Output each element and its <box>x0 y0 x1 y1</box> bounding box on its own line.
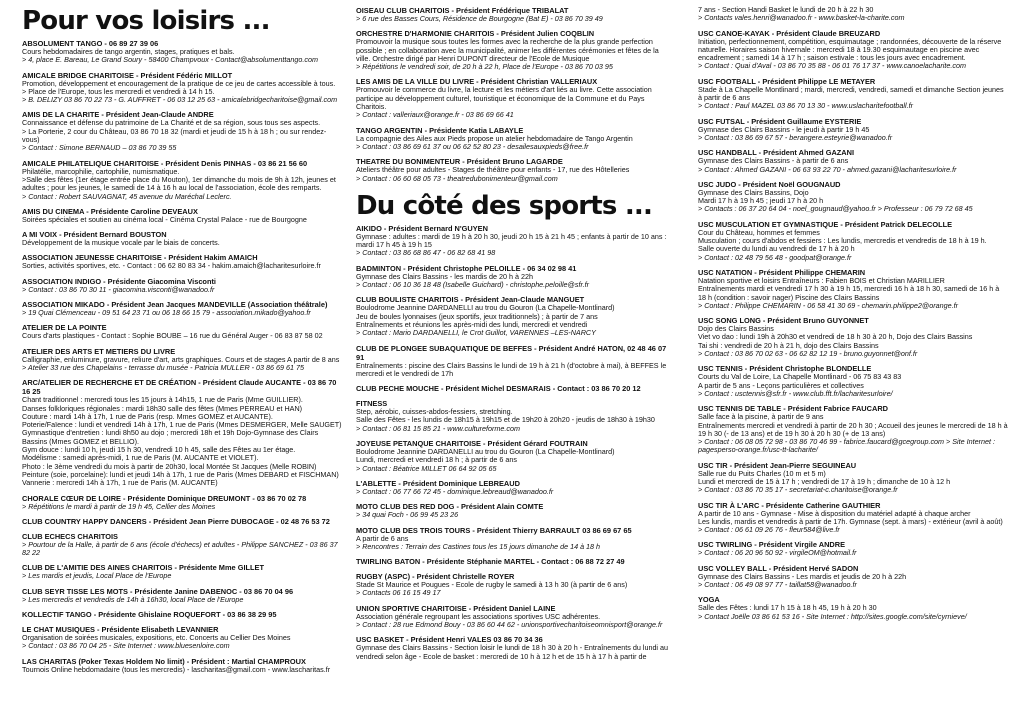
association-contact: > Pourtour de la Halle, à partir de 6 ans (école d'échecs) et adultes - Philippe SANCHEZ - 03 86 37 82 22 <box>22 539 338 558</box>
association-entry <box>698 364 1008 398</box>
association-contact: > Contact : 03 86 69 61 37 ou 06 62 52 80 23 - desailesauxpieds@free.fr <box>356 141 589 151</box>
association-heading: CLUB COUNTRY HAPPY DANCERS - Président Jean Pierre DUBOCAGE - 02 48 76 53 72 <box>22 516 330 526</box>
association-entry <box>22 657 342 674</box>
association-heading: USC JUDO - Président Noël GOUGNAUD <box>698 179 841 189</box>
association-contact: > Contact : Béatrice MILLET 06 64 92 05 65 <box>356 463 497 473</box>
association-detail: Promouvoir le commerce du livre, la lecture et les métiers d'art liés au livre. Cette association participe au développement culturel, touristique et économique de la Commune et du Pays Charitois. <box>356 85 652 112</box>
association-entry <box>356 264 674 290</box>
association-entry <box>356 502 674 519</box>
association-contact: > Rencontres : Terrain des Castines tous les 15 jours dimanche de 14 à 18 h <box>356 541 601 551</box>
association-detail: Cours d'arts plastiques - Contact : Sophie BOUBE – 16 rue du Général Auger - 06 83 87 58 02 <box>22 331 323 341</box>
association-detail: Musculation ; cours d'abdos et fessiers : Les lundis, mercredis et vendredis de 18 h à 19 h. <box>698 236 987 246</box>
association-heading: AIKIDO - Président Bernard N'GUYEN <box>356 223 488 233</box>
association-entry <box>698 564 1008 590</box>
association-contact: > Contact : Paul MAZEL 03 86 70 13 30 - www.uslacharitefootball.fr <box>698 101 914 111</box>
association-heading: ASSOCIATION JEUNESSE CHARITOISE - Président Hakim AMAICH <box>22 253 258 263</box>
association-entry <box>22 39 342 65</box>
association-detail: Peinture (soie, porcelaine): lundi et jeudi 14h à 17h, 1 rue de Paris (Mmes DEBARD et FISCHMAN) <box>22 469 339 479</box>
association-detail: 7 ans - Section Handi Basket le lundi de 20 h à 22 h 30 <box>698 6 874 14</box>
association-entry <box>356 479 674 496</box>
association-detail: Viet vo dao : lundi 19h à 20h30 et vendredi de 18 h 30 à 20 h, Dojo des Clairs Bassins <box>698 332 973 342</box>
association-detail: Stade à La Chapelle Montlinard ; mardi, mercredi, vendredi, samedi et dimanche Section jeunes à partir de 6 ans <box>698 84 1004 103</box>
association-detail: Promotion, développement et encouragement de la pratique de ce jeu de cartes accessible à tous. <box>22 78 336 88</box>
association-heading: USC BASKET - Président Henri VALES 03 86 70 34 36 <box>356 635 543 645</box>
association-contact: > Contact : 28 rue Edmond Bouy - 03 86 60 44 62 - unionsportivecharitoiseomnisport@orange.fr <box>356 619 663 629</box>
association-heading: MOTO CLUB DES TROIS TOURS - Président Thierry BARRAULT 03 86 69 67 65 <box>356 525 632 535</box>
association-heading: ARC/ATELIER DE RECHERCHE ET DE CRÉATION - Président Claude AUCANTE - 03 86 70 16 25 <box>22 378 337 397</box>
association-heading: USC CANOE-KAYAK - Président Claude BREUZARD <box>698 28 881 38</box>
association-detail: Sorties, activités sportives, etc. - Contact : 06 62 80 83 34 - hakim.amaich@lacharitesurloire.fr <box>22 261 321 271</box>
association-contact: > Contacts : 06 37 20 64 04 - noel_gougnaud@yahoo.fr > Professeur : 06 79 72 68 45 <box>698 204 973 214</box>
association-entry <box>22 587 342 604</box>
association-detail: Philatélie, marcophilie, cartophilie, numismatique. <box>22 166 180 176</box>
association-detail: Lundi, mercredi et vendredi 18 h ; à partir de 6 ans <box>356 455 518 465</box>
association-entry <box>698 29 1008 71</box>
association-detail: Tournois Online hebdomadaire (tous les mercredis) - lascharitas@gmail.com - www.lascharitas.fr <box>22 664 331 674</box>
association-detail: Step, aérobic, cuisses-abdos-fessiers, stretching. <box>356 407 513 417</box>
association-entry <box>698 117 1008 143</box>
association-detail: Cour du Château, hommes et femmes <box>698 227 820 237</box>
association-heading: AMICALE PHILATELIQUE CHARITOISE - Président Denis PINHAS - 03 86 21 56 60 <box>22 158 308 168</box>
column-sports-cont <box>698 6 1008 722</box>
association-detail: Gymnase des Clairs Bassins - Les mardis et jeudis de 20 h à 22h <box>698 571 907 581</box>
association-entry <box>698 595 1008 621</box>
association-entry <box>698 180 1008 214</box>
association-entry <box>698 540 1008 557</box>
association-detail: Connaissance et défense du patrimoine de La Charité et de sa région, sous tous ses aspects. <box>22 118 321 128</box>
association-entry <box>22 230 342 247</box>
association-contact: > Répétitions le mardi à partir de 19 h 45, Cellier des Moines <box>22 501 216 511</box>
association-heading: AMIS DE LA CHARITE - Président Jean-Claude ANDRE <box>22 110 214 120</box>
association-detail: Couture : mardi 14h à 17h, 1 rue de Paris (resp. Mmes GOMEZ et AUCANTE). <box>22 411 273 421</box>
association-contact: > Contact : valleriaux@orange.fr - 03 86 69 66 41 <box>356 110 514 120</box>
association-entry <box>356 224 674 258</box>
association-detail: Jeu de boules lyonnaises (jeux sportifs, jeux traditionnels) ; à partir de 7 ans <box>356 311 598 321</box>
association-detail: > La Porterie, 2 cour du Château, 03 86 70 18 32 (mardi et jeudi de 15 h à 18 h ; ou sur rendez-vous) <box>22 126 327 145</box>
association-detail: Gymnase des Clairs Bassins - les mardis de 20 h à 22h <box>356 271 533 281</box>
association-heading: USC TENNIS - Président Christophe BLONDELLE <box>698 364 872 374</box>
association-entry <box>356 77 674 119</box>
association-heading: ATELIER DES ARTS ET METIERS DU LIVRE <box>22 346 176 356</box>
association-heading: LAS CHARITAS (Poker Texas Holdem No limit) - Président : Martial CHAMPROUX <box>22 656 306 666</box>
association-detail: Lundi et mercredi de 15 à 17 h ; vendredi de 17 à 19 h ; dimanche de 10 à 12 h <box>698 476 951 486</box>
association-entry <box>22 563 342 580</box>
association-entry <box>356 557 674 566</box>
association-detail: > Place de l'Europe, tous les mercredi et vendredi à 14 h 15. <box>22 86 215 96</box>
association-entry <box>22 71 342 105</box>
association-heading: USC TIR - Président Jean-Pierre SEGUINEAU <box>698 460 857 470</box>
association-detail: Tai shi : vendredi de 20 h à 21 h, dojo des Clairs Bassins <box>698 340 879 350</box>
association-detail: A partir de 5 ans - Leçons particulières et collectives <box>698 380 864 390</box>
association-entry <box>22 347 342 373</box>
association-heading: USC MUSCULATION ET GYMNASTIQUE - Président Patrick DELECOLLE <box>698 219 953 229</box>
association-detail: Mardi 17 h à 19 h 45 ; jeudi 17 h à 20 h <box>698 196 824 206</box>
association-detail: Salle face à la piscine, à partir de 9 ans <box>698 412 824 422</box>
association-heading: USC TIR À L'ARC - Présidente Catherine GAUTHIER <box>698 500 881 510</box>
association-heading: ASSOCIATION MIKADO - Président Jean Jacques MANDEVILLE (Association théâtrale) <box>22 300 328 310</box>
association-heading: UNION SPORTIVE CHARITOISE - Président Daniel LAINE <box>356 603 556 613</box>
association-entry <box>22 625 342 651</box>
association-heading: CLUB BOULISTE CHARITOIS - Président Jean-Claude MANGUET <box>356 295 585 305</box>
association-detail: Stade St Maurice et Pougues - Ecole de rugby le samedi à 13 h 30 (à partir de 6 ans) <box>356 580 628 590</box>
association-entry <box>22 277 342 294</box>
association-entry <box>698 501 1008 535</box>
association-contact: > Répétitions le vendredi soir, de 20 h à 22 h, Place de l'Europe - 03 86 70 03 95 <box>356 62 613 72</box>
association-heading: USC FUTSAL - Président Guillaume EYSTERIE <box>698 116 862 126</box>
association-contact: > Contacts 06 16 15 49 17 <box>356 588 441 598</box>
association-detail: Cours hebdomadaires de tango argentin, stages, pratiques et bals. <box>22 47 235 56</box>
association-contact: > Contact : 03 86 70 30 11 - giacomina.visconti@wanadoo.fr <box>22 284 215 294</box>
entries-loisirs-cont <box>356 6 674 183</box>
association-detail: A partir de 10 ans - Gymnase - Mise à disposition du matériel adapté à chaque archer <box>698 508 971 518</box>
association-entry <box>22 378 342 487</box>
association-entry <box>698 6 1008 23</box>
association-contact: > Contact : Robert SAUVAGNAT, 45 avenue du Maréchal Leclerc. <box>22 191 232 201</box>
association-contact: > Contact : 03 86 70 02 63 - 06 62 82 12 19 - bruno.guyonnet@onf.fr <box>698 349 918 359</box>
association-contact: > Contact : Ahmed GAZANI - 06 63 93 22 70 - ahmed.gazani@lacharitesurloire.fr <box>698 164 957 174</box>
entries-sports-cont <box>698 6 1008 621</box>
association-heading: USC NATATION - Président Philippe CHEMARIN <box>698 267 866 277</box>
association-heading: OISEAU CLUB CHARITOIS - Président Frédérique TRIBALAT <box>356 6 569 15</box>
association-heading: ORCHESTRE D'HARMONIE CHARITOIS - Président Julien COQBLIN <box>356 29 595 39</box>
association-detail: Les lundis, mardis et vendredis à partir de 17h. Gymnase (sept. à mars) - extérieur (avril à août) <box>698 516 1003 526</box>
association-detail: Poterie/Faïence : lundi et vendredi 14h à 17h, 1 rue de Paris (Mmes DESMERGER, Melle SAUGET) <box>22 420 342 430</box>
association-contact: > Contact : usctennis@sfr.fr - www.club.fft.fr/lacharitesurloire/ <box>698 388 893 398</box>
association-contact: > Contact : 06 08 05 72 98 - 03 86 70 46 99 - fabrice.faucard@gcegroup.com > Site Internet : pagesperso-orange.fr/usc-tt-lacharite/ <box>698 437 995 455</box>
association-contact: > Contact : 06 20 96 50 92 - virgileOM@hotmail.fr <box>698 548 857 558</box>
association-heading: A MI VOIX - Président Bernard BOUSTON <box>22 230 167 240</box>
association-detail: Calligraphie, enluminure, gravure, reliure d'art, arts graphiques. Cours et de stages A partir de 8 ans <box>22 354 340 364</box>
association-heading: KOLLECTIF TANGO - Présidente Ghislaine ROQUEFORT - 03 86 38 29 95 <box>22 609 277 619</box>
association-entry <box>22 494 342 511</box>
association-contact: > Contact : 06 10 36 18 48 (Isabelle Guichard) - christophe.peloille@sfr.fr <box>356 280 589 290</box>
association-detail: Initiation, perfectionnement, compétition, esquimautage ; randonnées, découverte de la réserve naturelle. Horaires saison hivernale : mercredi 18 à 19.30 esquimautage en piscine avec encadrement ; samedi 14 à 17 h ; saison estivale : tous les jours avec encadrement. <box>698 36 1002 63</box>
association-detail: Gymnastique d'entretien : lundi 8h50 au dojo ; mercredi 18h et 19h Dojo-Gymnase des Clairs Bassins (Mmes GOMEZ et BELLIO). <box>22 428 319 446</box>
association-entry <box>356 157 674 183</box>
association-heading: CLUB ECHECS CHARITOIS <box>22 531 118 541</box>
association-detail: Entraînements mardi et vendredi 17 h 30 à 19 h 15, mercredi 16 h à 18 h 30, samedi de 16 h à 18 h (condition : savoir nager) Piscine des Clairs Bassins <box>698 284 1000 302</box>
association-detail: Salle ouverte du lundi au vendredi de 17 h à 20 h <box>698 244 855 254</box>
association-heading: USC TENNIS DE TABLE - Président Fabrice FAUCARD <box>698 404 888 414</box>
association-detail: Natation sportive et loisirs Entraîneurs : Fabien BOIS et Christian MARILLIER <box>698 275 945 285</box>
association-heading: CLUB SEYR TISSE LES MOTS - Présidente Janine DABENOC - 03 86 70 04 96 <box>22 586 294 596</box>
association-entry <box>356 572 674 598</box>
association-heading: CLUB DE L'AMITIE DES AINES CHARITOIS - Présidente Mme GILLET <box>22 563 264 573</box>
association-heading: L'ABLETTE - Président Dominique LEBREAUD <box>356 478 520 488</box>
association-entry <box>22 517 342 526</box>
association-entry <box>356 604 674 630</box>
association-contact: > Contact : 06 81 15 85 21 - www.cultureforme.com <box>356 423 520 433</box>
association-entry <box>356 29 674 71</box>
association-entry <box>356 399 674 433</box>
association-contact: > Contact : 06 49 08 97 77 - taillat58@wanadoo.fr <box>698 580 857 590</box>
association-heading: ATELIER DE LA POINTE <box>22 323 107 333</box>
association-detail: Gym douce : lundi 10 h, jeudi 15 h 30, vendredi 10 h 45, salle des Fêtes au 1er étage. <box>22 445 296 455</box>
association-contact: > Contact : 03 86 68 86 47 - 06 82 68 41 98 <box>356 248 496 258</box>
association-entry <box>698 461 1008 495</box>
association-heading: TWIRLING BATON - Présidente Stéphanie MARTEL - Contact : 06 88 72 27 49 <box>356 557 625 567</box>
association-entry <box>22 159 342 201</box>
association-detail: Vannerie : mercredi 14h à 17h, 1 rue de Paris (M. AUCANTE) <box>22 478 218 488</box>
association-entry <box>698 316 1008 358</box>
association-detail: Promouvoir la musique sous toutes les formes avec la recherche de la plus grande perfection possible ; en collaboration avec la municipalité, animer les différentes cérémonies et fêtes de la ville. Orchestre dirigé par Henri DUPONT directeur de l'Ecole de Musique <box>356 37 659 63</box>
association-detail: Organisation de soirées musicales, expositions, etc. Concerts au Cellier Des Moines <box>22 632 291 642</box>
association-entry <box>356 384 674 393</box>
association-contact: > Les mardis et jeudis, Local Place de l'Europe <box>22 571 172 581</box>
association-contact: > Contact : Philippe CHEMARIN - 06 58 41 30 69 - chemarin.philippe2@orange.fr <box>698 300 958 310</box>
association-heading: AMIS DU CINEMA - Présidente Caroline DEVEAUX <box>22 206 198 216</box>
association-entry <box>698 148 1008 174</box>
association-entry <box>22 532 342 558</box>
association-contact: > Contact : Simone BERNAUD – 03 86 70 39 55 <box>22 143 177 153</box>
association-heading: FITNESS <box>356 399 388 409</box>
association-entry <box>356 6 674 23</box>
association-detail: Danses folkloriques régionales : mardi 18h30 salle des fêtes (Mmes PERREAU et HAN) <box>22 403 303 413</box>
association-detail: Dojo des Clairs Bassins <box>698 324 774 334</box>
association-detail: Salle des Fêtes - les lundis de 18h15 à 19h15 et de 19h20 à 20h20 - jeudis de 18h30 à 19h30 <box>356 415 655 425</box>
column-middle <box>356 6 674 722</box>
association-detail: Gymnase des Clairs Bassins - à partir de 6 ans <box>698 156 849 166</box>
association-heading: MOTO CLUB DES RED DOG - Président Alain COMTE <box>356 502 544 512</box>
association-entry <box>356 635 674 661</box>
association-contact: > Contact : 06 61 09 26 76 - fleur584@live.fr <box>698 525 840 535</box>
association-detail: Association générale regroupant les associations sportives USC adhérentes. <box>356 611 601 621</box>
association-contact: > Contact : Quai d'Aval - 03 86 70 35 88 - 06 01 76 17 37 - www.canoelacharite.com <box>698 61 966 71</box>
association-entry <box>356 295 674 337</box>
association-heading: USC VOLLEY BALL - Président Hervé SADON <box>698 563 859 573</box>
association-entry <box>698 220 1008 262</box>
association-heading: USC TWIRLING - Président Virgile ANDRE <box>698 540 846 550</box>
association-heading: USC FOOTBALL - Président Philippe LE METAYER <box>698 76 876 86</box>
association-entry <box>22 253 342 270</box>
association-detail: Ateliers théâtre pour adultes - Stages de théâtre pour enfants - 17, rue des Hôtelleries <box>356 165 630 175</box>
association-detail: Salle des Fêtes : lundi 17 h 15 à 18 h 45, 19 h à 20 h 30 <box>698 603 877 613</box>
association-heading: ASSOCIATION INDIGO - Présidente Giacomina Visconti <box>22 276 216 286</box>
association-contact: > Les mercredis et vendredis de 14h à 16h30, local Place de l'Europe <box>22 594 244 604</box>
association-entry <box>698 268 1008 310</box>
association-detail: Gymnase : adultes : mardi de 19 h à 20 h 30, jeudi 20 h 15 à 21 h 45 ; enfants à partir de 10 ans : mardi 17 h 45 à 19 h 15 <box>356 231 667 250</box>
association-heading: CHORALE CŒUR DE LOIRE - Présidente Dominique DREUMONT - 03 86 70 02 78 <box>22 493 307 503</box>
association-entry <box>22 300 342 317</box>
association-contact: > Atelier 33 rue des Chapelains - terrasse du musée - Patricia MULLER - 03 86 69 61 75 <box>22 362 304 372</box>
association-entry <box>22 323 342 340</box>
association-entry <box>356 344 674 379</box>
association-heading: LES AMIS DE LA VILLE DU LIVRE - Président Christian VALLERIAUX <box>356 77 598 87</box>
association-detail: Courts du Val de Loire, La Chapelle Montlinard - 06 75 83 43 83 <box>698 372 902 382</box>
column-loisirs <box>22 6 342 722</box>
association-entry <box>22 110 342 152</box>
association-contact: > Contact : 06 77 66 72 45 - dominique.lebreaud@wanadoo.fr <box>356 486 554 496</box>
association-heading: TANGO ARGENTIN - Présidente Katia LABAYLE <box>356 125 524 135</box>
association-entry <box>698 77 1008 111</box>
association-detail: Entraînements mercredi et vendredi à partir de 20 h 30 ; Accueil des jeunes le mercredi de 18 h à 19 h 30 (- de 13 ans) et de 19 h 30 à 20 h 30 (+ de 13 ans) <box>698 420 1008 438</box>
association-detail: Photo : le 3ème vendredi du mois à partir de 20h30, local Montée St Jacques (Melle ROBIN) <box>22 461 317 471</box>
association-heading: USC HANDBALL - Président Ahmed GAZANI <box>698 148 855 158</box>
association-contact: > Contact Joëlle 03 86 61 53 16 - Site Internet : http://sites.google.com/site/cyrnieve/ <box>698 611 967 621</box>
section-title-loisirs: Pour vos loisirs ... <box>22 6 270 36</box>
association-detail: Développement de la musique vocale par le biais de concerts. <box>22 238 220 248</box>
association-heading: ABSOLUMENT TANGO - 06 89 27 39 06 <box>22 39 159 48</box>
association-heading: YOGA <box>698 595 720 605</box>
association-heading: JOYEUSE PETANQUE CHARITOISE - Président Gérard FOUTRAIN <box>356 439 588 449</box>
association-contact: > 4, place E. Bareau, Le Grand Soury - 58400 Champvoux - Contact@absolumenttango.com <box>22 55 318 65</box>
association-entry <box>22 610 342 619</box>
association-entry <box>698 404 1008 454</box>
association-heading: CLUB PECHE MOUCHE - Président Michel DESMARAIS - Contact : 03 86 70 20 12 <box>356 384 641 394</box>
association-detail: Entraînements : piscine des Clairs Bassins le lundi de 19 h à 21 h (d'octobre à mai), à BEFFES le mercredi et le vendredi de 17h <box>356 360 667 378</box>
association-contact: > Contact : 03 86 69 67 57 - berangere.esteyrie@wanadoo.fr <box>698 132 893 142</box>
association-entry <box>356 126 674 152</box>
association-contact: > Contact : 02 48 79 56 48 - goodpat@orange.fr <box>698 252 852 262</box>
association-detail: Chant traditionnel : mercredi tous les 15 jours à 14h15, 1 rue de Paris (Mme GUILLIER). <box>22 395 303 405</box>
association-heading: BADMINTON - Président Christophe PELOILLE - 06 34 02 98 41 <box>356 263 577 273</box>
section-title-sports: Du côté des sports ... <box>356 190 653 221</box>
association-detail: Boulodrome Jeannine DARDANELLI au trou du Gouron (La Chapelle-Montlinard) <box>356 303 615 313</box>
association-detail: Gymnase des Clairs Bassins - Section loisir le lundi de 18 h 30 à 20 h - Entraînements du lundi au vendredi selon âge - Ecole de basket : mercredi de 10 h à 12 h et de 15 h à 17 h à partir de <box>356 643 669 661</box>
association-detail: Gymnase des Clairs Bassins - le jeudi à partir 19 h 45 <box>698 124 870 134</box>
entries-sports <box>356 224 674 661</box>
association-heading: THEATRE DU BONIMENTEUR - Président Bruno LAGARDE <box>356 157 563 167</box>
association-detail: >Salle des fêtes (1er étage entrée place du Mouton), 1er dimanche du mois de 9h à 12h, jeunes et adultes ; pour les jeunes, le samedi de 14 à 16 h au local de l'association, école des remparts. <box>22 174 336 193</box>
association-detail: Boulodrome Jeannine DARDANELLI au trou du Gouron (La Chapelle-Montlinard) <box>356 447 615 457</box>
association-contact: > 34 quai Foch - 06 99 45 23 26 <box>356 510 459 520</box>
association-contact: > Contact : Mario DARDANELLI, le Crot Guillot, VARENNES –LES-NARCY <box>356 328 596 338</box>
association-entry <box>22 207 342 224</box>
association-heading: RUGBY (ASPC) - Président Christelle ROYER <box>356 572 515 582</box>
association-contact: > B. DELIZY 03 86 70 22 73 - G. AUFFRET - 06 03 12 25 63 - amicalebridgecharitoise@gmail.com <box>22 95 338 105</box>
association-entry <box>356 526 674 552</box>
association-detail: A partir de 6 ans <box>356 533 409 543</box>
association-heading: AMICALE BRIDGE CHARITOISE - Président Fédéric MILLOT <box>22 70 233 80</box>
association-contact: > 19 Quai Clémenceau - 09 51 64 23 71 ou 06 18 66 15 79 - association.mikado@yahoo.fr <box>22 308 311 318</box>
association-contact: > 6 rue des Basses Cours, Résidence de Bourgogne (Bat E) - 03 86 70 39 49 <box>356 14 603 23</box>
association-contact: > Contact : 03 86 70 35 17 - secretariat-c.charitoise@orange.fr <box>698 485 898 495</box>
association-contact: > Contacts vales.henri@wanadoo.fr - www.basket-la-charite.com <box>698 13 905 23</box>
association-detail: Entraînements et réunions les après-midi des lundi, mercredi et vendredi <box>356 319 588 329</box>
association-heading: USC SONG LONG - Président Bruno GUYONNET <box>698 316 869 326</box>
association-heading: CLUB DE PLONGEE SUBAQUATIQUE DE BEFFES - Président André HATON, 02 48 46 07 91 <box>356 343 667 362</box>
entries-loisirs <box>22 39 342 674</box>
association-detail: La compagnie des Ailes aux Pieds propose un atelier hebdomadaire de Tango Argentin <box>356 133 633 143</box>
association-detail: Modélisme : samedi après-midi, 1 rue de Paris (M. AUCANTE et VIOLET). <box>22 453 259 463</box>
association-contact: > Contact : 06 60 68 05 73 - theatredubonimenteur@gmail.com <box>356 173 558 183</box>
association-detail: Soirées spéciales et soutien au cinéma local - Cinéma Crystal Palace - rue de Bourgogne <box>22 214 307 224</box>
association-entry <box>356 439 674 473</box>
association-detail: Gymnase des Clairs Bassins, Dojo <box>698 187 809 197</box>
association-heading: LE CHAT MUSIQUES - Présidente Elisabeth LEVANNIER <box>22 624 219 634</box>
association-detail: Salle rue du Puits Charles (10 m et 5 m) <box>698 468 826 478</box>
association-contact: > Contact : 03 86 70 04 25 - Site Internet : www.bluesenloire.com <box>22 641 230 651</box>
